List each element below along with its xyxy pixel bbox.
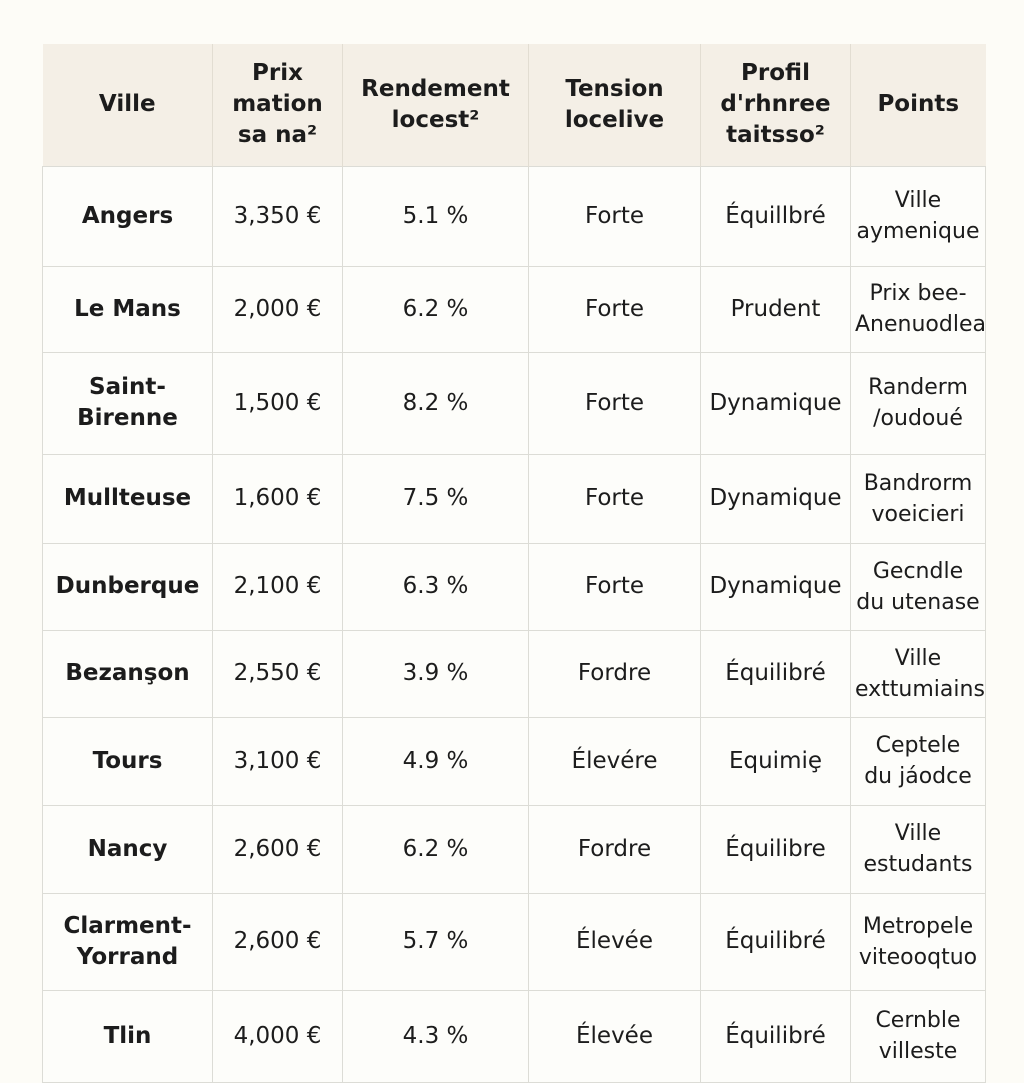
cell-rendement: 6.3 % [343,543,529,630]
cell-points: Randerm /oudoué [851,352,986,454]
cell-profil: Équilibre [701,805,851,893]
cell-rendement: 6.2 % [343,266,529,352]
cell-ville: Nancy [43,805,213,893]
cell-profil: Équilibré [701,630,851,717]
cell-prix: 2,600 € [213,893,343,990]
cell-points: Metropele viteooqtuo [851,893,986,990]
table-row [43,893,986,990]
table-row [43,454,986,543]
cell-prix: 2,550 € [213,630,343,717]
header-prix: Prix mation sa na² [213,44,343,166]
table-body [43,166,986,1082]
header-tension: Tension locelive [529,44,701,166]
header-row [43,44,986,166]
cell-ville: Le Mans [43,266,213,352]
cell-prix: 2,100 € [213,543,343,630]
cell-profil: Equimiȩ [701,717,851,805]
table-row [43,543,986,630]
cell-profil: Équilibré [701,893,851,990]
cell-rendement: 6.2 % [343,805,529,893]
cell-points: Gecndle du utenase [851,543,986,630]
cell-ville: Angers [43,166,213,266]
cell-ville: Clarment- Yorrand [43,893,213,990]
cell-tension: Fordre [529,805,701,893]
table-row [43,805,986,893]
cell-tension: Élevére [529,717,701,805]
cell-prix: 4,000 € [213,990,343,1082]
cell-prix: 3,350 € [213,166,343,266]
cell-tension: Élevée [529,893,701,990]
cell-points: Cernble villeste [851,990,986,1082]
cell-ville: Tours [43,717,213,805]
table-row [43,990,986,1082]
table-header [43,44,986,166]
table-row [43,352,986,454]
header-rendement: Rendement locest² [343,44,529,166]
cell-tension: Fordre [529,630,701,717]
table-row [43,630,986,717]
cell-ville: Mullteuse [43,454,213,543]
cell-tension: Forte [529,543,701,630]
table-row [43,717,986,805]
cell-tension: Forte [529,266,701,352]
cell-points: Ville estudants [851,805,986,893]
cell-points: Prix bee- Anenuodlea [851,266,986,352]
header-profil: Profil d'rhnree taitsso² [701,44,851,166]
cell-profil: Équilibré [701,990,851,1082]
table-row [43,166,986,266]
cell-rendement: 7.5 % [343,454,529,543]
cell-tension: Forte [529,166,701,266]
header-points: Points [877,91,960,118]
cell-tension: Forte [529,454,701,543]
cell-profil: Équillbré [701,166,851,266]
cell-points: Ville aymenique [851,166,986,266]
cell-rendement: 3.9 % [343,630,529,717]
cell-tension: Élevée [529,990,701,1082]
cell-profil: Prudent [701,266,851,352]
header-ville: Ville [43,44,213,166]
cell-points: Ceptele du jáodce [851,717,986,805]
cell-profil: Dynamique [701,352,851,454]
cell-points: Bandrorm voeicieri [851,454,986,543]
table-row [43,266,986,352]
cell-rendement: 5.1 % [343,166,529,266]
cell-prix: 1,500 € [213,352,343,454]
cell-ville: Saint- Birenne [43,352,213,454]
cell-rendement: 4.3 % [343,990,529,1082]
cell-points: Ville exttumiains [851,630,986,717]
cell-rendement: 5.7 % [343,893,529,990]
cell-prix: 1,600 € [213,454,343,543]
cell-ville: Dunberque [43,543,213,630]
cell-ville: Tlin [43,990,213,1082]
cell-rendement: 4.9 % [343,717,529,805]
cell-profil: Dynamique [701,543,851,630]
cell-prix: 3,100 € [213,717,343,805]
cell-rendement: 8.2 % [343,352,529,454]
cell-prix: 2,000 € [213,266,343,352]
cell-profil: Dynamique [701,454,851,543]
cell-tension: Forte [529,352,701,454]
cell-ville: Bezanşon [43,630,213,717]
cell-prix: 2,600 € [213,805,343,893]
investment-table [42,44,986,1083]
